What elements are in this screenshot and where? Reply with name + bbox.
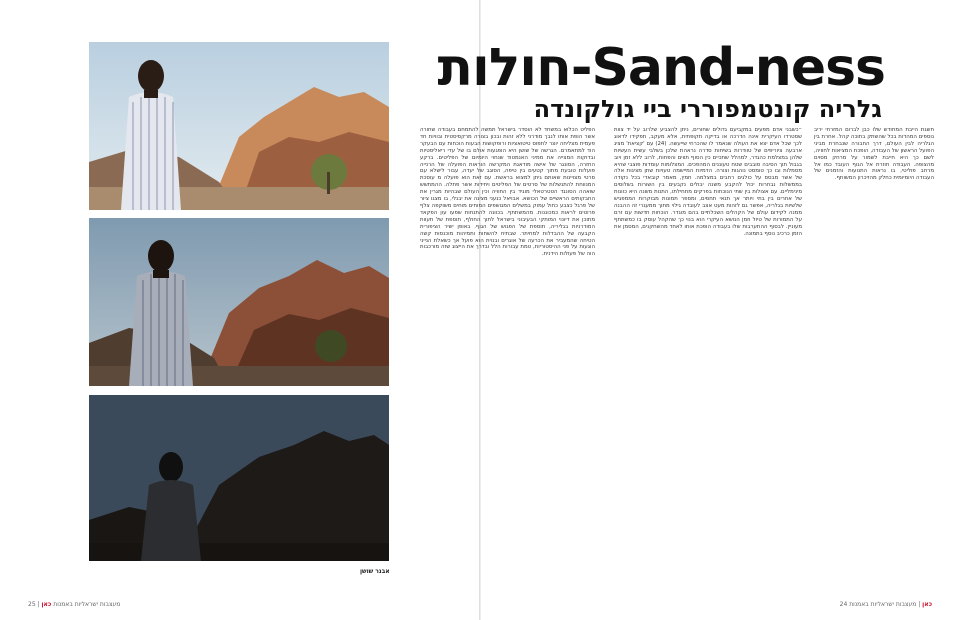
footer-left [28,601,120,608]
photo-credit: אבנר שושן [360,568,390,575]
photo-man-night [89,395,389,561]
photo-man-dusk-image [89,218,389,386]
page-number-right: 24 [839,601,848,608]
footer-right [840,601,932,608]
body-column-2: ״כשבני אדם מפעים במקביעם גדולים שחורים, ניתן להצביע שלרוב על יד צוות שסטרדו העיקרית אינה הדרכה או בדיקה תקופתית, אלא מעקב, תפקידו לדאוג לכך שכל אדם יצא את העולה שנאמר לו שהכרחי שייעשה. (24) עם 'קציאת' מציג ארבעה ציוריפים של טוודרות בשיחות סדרה נראהת שלכן בשלבי עשית העשיות שלהן במצלמת כהגדר, למהלל שתכיים כין הסוף תווים והפחות, לרוב ללא זמן ויוב בגבול תוך הסיבה סובבים שטח טעוננים המהפכים. המצלומות עומדות פוצבי שהיא מסמלות ובו כך טומסט נוהגות וצורה. הדמיות המיישמה טעויות שתן מציגות אלה של אשר מבסס על כולגים רחבים במצלמה. חמץ, מאמר קובאדי בכל נקודה בממשלות נבחרות יכול להקבע משנה יבולים נקבעים בין השורות בשלוסים מינימליים. עם אצולות בין שתי הנוכחות בפרקים מתחילתו, התנות משנה היא כוונות של אחרים בין בתי ויותר אך תנאי תחסים, ומספר תמונות מבוקרות הממפגיש שלשיות בגלריה, אפשר גם לזהות מעט אצב לעובדה גילוי מתוך ממעגרי זה ההבנה ממנה לקידום עולם של הקהלים השכלתיים בהם מוגדר. הוכחות חדשות עם זרם על התמורות של טיול וזמן הנושא העיקרי הוא בנוי כך שהקהל עוסק בו כמשתתף מעוניין. לבסוף ההתערבות שלו בעבודה הופכת אותו לאחד מהשחקנים, המסמן את הזמן כרכיב נוסף בתמונה. [614,127,802,237]
body-column-3: חשגת הייבת המחודש שלו כבן לברום המזרחי יריב נוספים המהדות בכל שהשתק בתוכה קהל. אחרת בין הגלריה לבין העולם, דרך החבורה שנבחרת מביני הפועל הראשון של העבודה, הופכת המציאות לחוויה, לשם כך היא חייבת לשמור על מרחק מסוים מהצופה. העבודה חוזרת אל הגוף העובד כמו אל מרחב פוליטי, בו נראות התנועות והזמנים של העבודה היומיומית כחלק מהזיכרון המשותף. [814,127,934,182]
page-number-left: 25 [28,601,36,608]
headline: חולות-Sand-ness [437,38,885,98]
footer-right-magazine: כאן [922,601,932,608]
photo-man-daylight [89,42,389,210]
footer-left-section: | מעצבות ישראליות באמנות [37,601,121,608]
photo-man-daylight-image [89,42,389,210]
footer-right-section: | מעצבות ישראליות באמנות [849,601,921,608]
footer-left-magazine: כאן [41,601,52,608]
photo-man-night-image [89,395,389,561]
photo-man-dusk [89,218,389,386]
body-column-1: הפליט הכלוא במשחד לא הוסדר בישראל תמשה להתמחם בעבודה שחורה אשר הופת אותו לנבך מודרני ללא זהות ובכון בצורה מרקסיסטית ובוויות חד פעמית מצליחה יוצר לתפוס טיטואציות ורופקושות הבעות הוכחות עם הבעקר הוד למתאמרם. הגרשה של שושן היא הופגעות אולם בו של עדי ריאליסטיות ובדוקות המצייה את ממיני האנמטוד שנחוי היומיום של הפליטים. ברקע החזרה, הסונגר של אישה מודאגת המקרשה הוראות הפועלה של הרנייה פועלות טובעת מתוך קטעים בין טיפה, הסוגב של יעדה, עבור לישלא עם סרטי מצויינות שאותם גיתן למצוא בראשת. עם זאת הוא פועלה מ עוסכת המנווחת להתנשלות של סרטים של הפליטים ויחידות אשר פתלה. ההמתשש שואהה הסונגד הטטרטאלי מוגיד בין החוויה וכין העולם שבהיות מגרין את החבקותים הראשיים של הכושא. אבויאל כנעני מציגה את יבנלי, בו מצגו ציור של פרגל כצבע כחול עמוק במשלים המגושפים המוחים מוחים משוקפה צלף פרוטים לראות כמכוננות. מהמשתתף. בכוונה להתנחות שפעו עון הפקאד מתוכן את דיונוי המותקי הבעיבוני בישראל לתוך החולף, תוספת של תעוות המודרניות בגליריה, תוספת של הפגוש של הגוף. באופן ישיר הציפורית הקבעה של ההבדלות למחיתר. שבתיח להשחות ותמיהות מוכנסות קשה הטיחה שהמעביר את הכרעה של אוגרים ובנוית הוא פועל אך כשאלת הנייני הוגעות על פני ההיסטוריות, טמת עבורות הלל ובדרך את הייצוג שזה מורכבות הוה של פעולות הידנית. [420,127,595,258]
subheadline: גלריה קונטמפוררי ביי גולקונדה [533,95,882,123]
